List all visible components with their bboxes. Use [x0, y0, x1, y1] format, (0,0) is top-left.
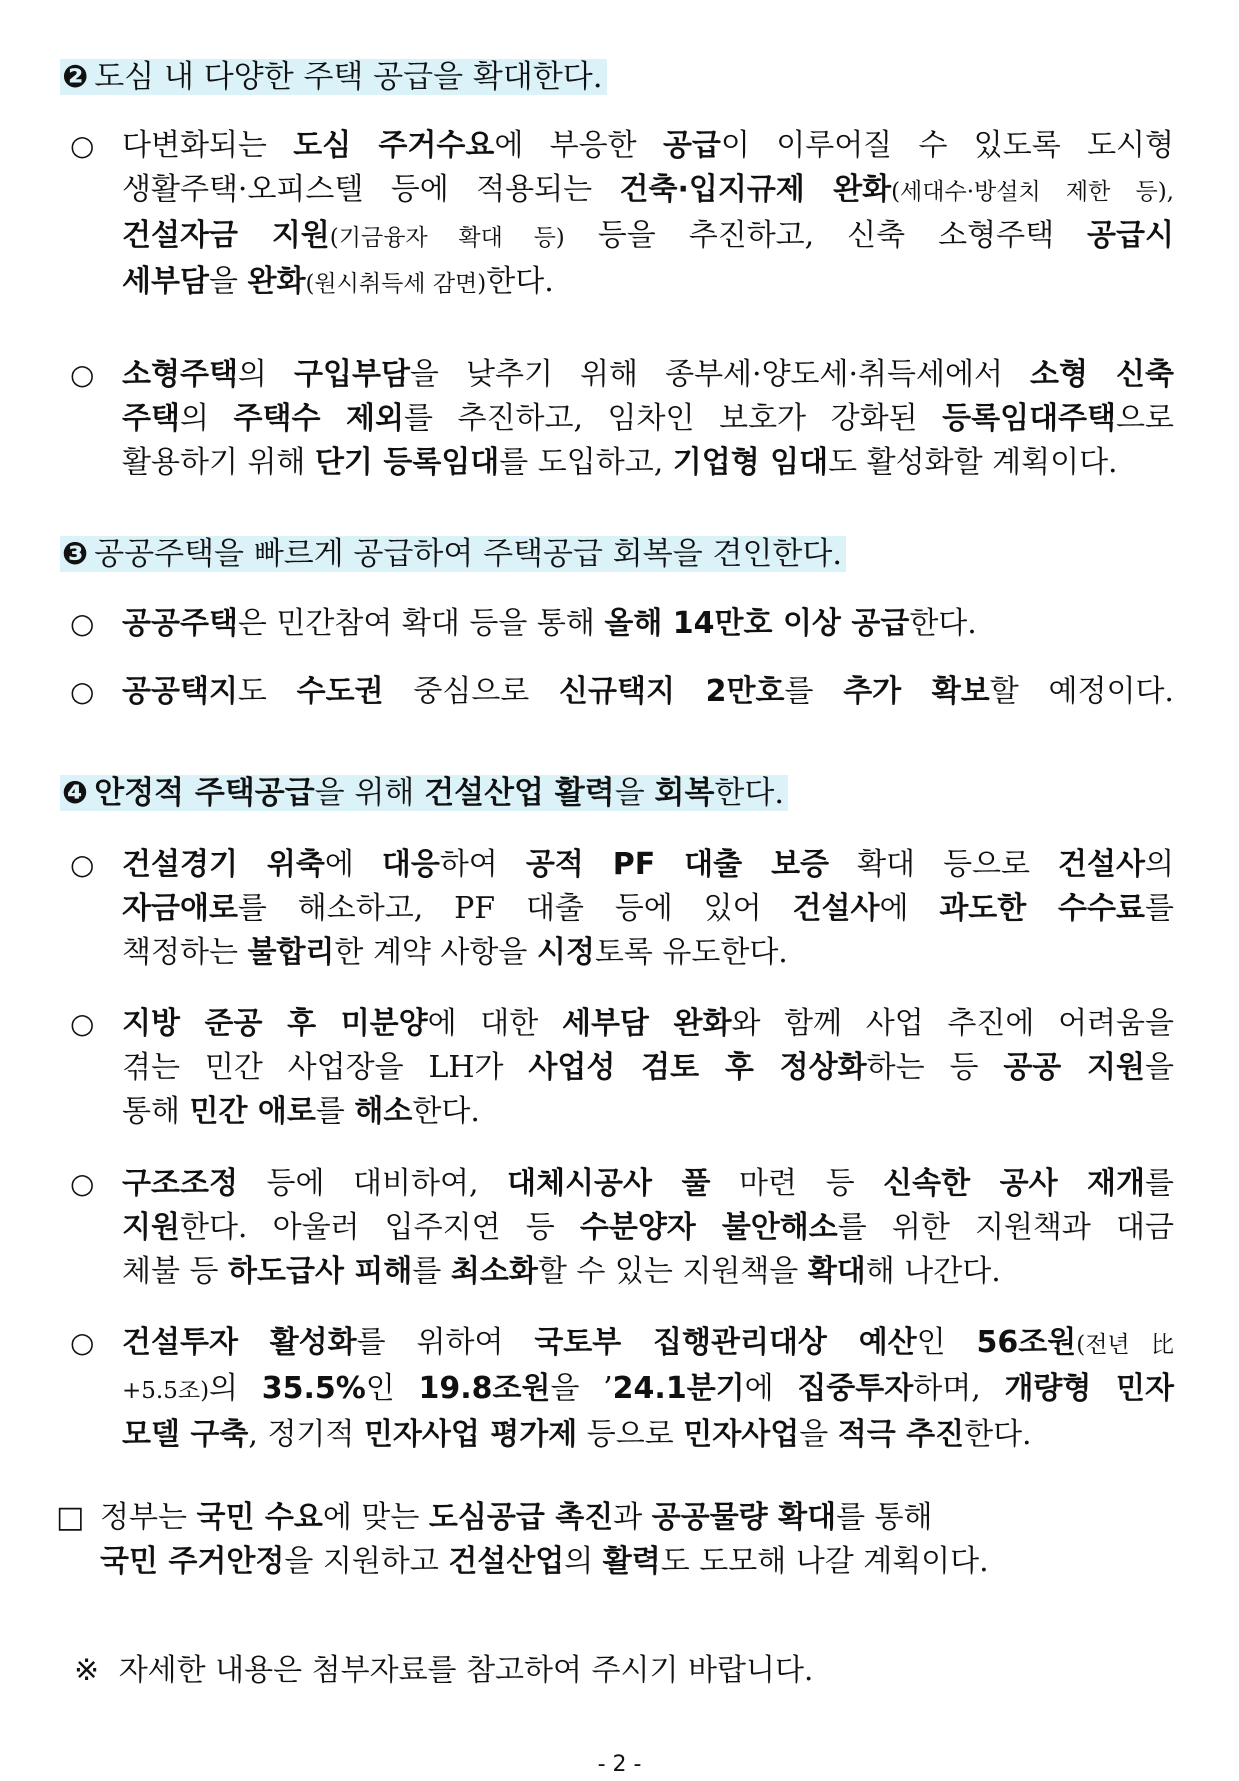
- text: 하며,: [913, 1371, 1005, 1406]
- bullet-paragraph-8: [122, 1321, 1174, 1457]
- bold-text: 공공 지원: [1003, 1050, 1146, 1085]
- text: 이 이루어질 수 있도록 도시형: [720, 128, 1175, 163]
- section-number: ❹: [62, 775, 89, 811]
- text: 마련 등: [710, 1166, 884, 1201]
- text: 등으로: [577, 1417, 684, 1452]
- text: 체불 등: [122, 1254, 229, 1289]
- bold-text: 공공주택: [122, 606, 238, 641]
- bold-text: 구조조정: [122, 1166, 238, 1201]
- text: 정부는: [100, 1500, 197, 1535]
- bold-text: 과도한 수수료: [939, 891, 1145, 926]
- bold-text: 등록임대주택: [942, 401, 1117, 436]
- bold-text: 최소화: [450, 1254, 538, 1289]
- section-heading-4: [60, 773, 788, 813]
- text: 의: [564, 1544, 603, 1579]
- bold-text: 개량형 민자: [1004, 1371, 1174, 1406]
- bullet-marker: ○: [70, 1167, 95, 1200]
- bold-text: 공적 PF 대출 보증: [525, 847, 830, 882]
- bold-text: 모델 구축: [122, 1417, 249, 1452]
- text: 를 위하여: [356, 1325, 535, 1360]
- bold-text: 56조원: [976, 1325, 1077, 1360]
- bold-text: 세부담: [122, 264, 209, 299]
- summary-paragraph: [100, 1496, 1100, 1540]
- bold-text: 도심 주거수요: [293, 128, 495, 163]
- bold-text: 추가 확보: [843, 674, 990, 709]
- note-marker: ※: [74, 1653, 100, 1688]
- bullet-marker: ○: [70, 675, 95, 708]
- bullet-paragraph-1: [122, 124, 1174, 306]
- bullet-paragraph-4: [122, 670, 1174, 714]
- bullet-marker: ○: [70, 848, 95, 881]
- bold-text: 집중투자: [797, 1371, 914, 1406]
- text: 할 예정이다.: [989, 674, 1174, 709]
- bold-text: 건설산업 활력: [424, 775, 615, 811]
- bullet-marker: ○: [70, 607, 95, 640]
- bold-text: 자금애로: [122, 891, 238, 926]
- text: 인: [365, 1371, 419, 1406]
- bold-text: 공급: [662, 128, 721, 163]
- text: 에 대한: [427, 1006, 562, 1041]
- section-title: 공공주택을 빠르게 공급하여 주택공급 회복을 견인한다.: [94, 536, 843, 572]
- text: 을 지원하고: [284, 1544, 449, 1579]
- bold-text: 수도권: [296, 674, 384, 709]
- bold-text: 사업성 검토 후 정상화: [528, 1050, 867, 1085]
- text: 와 함께 사업 추진에 어려움을: [731, 1006, 1174, 1041]
- bullet-marker: ○: [70, 1326, 95, 1359]
- section-heading-2: [60, 57, 607, 97]
- text: 한다.: [412, 1094, 480, 1129]
- text: 다변화되는: [122, 128, 294, 163]
- text: 등에 대비하여,: [237, 1166, 508, 1201]
- small-text: (전년比: [1076, 1332, 1174, 1358]
- bold-text: 주택: [122, 401, 180, 436]
- bold-text: 회복: [654, 775, 715, 811]
- bold-text: 신속한 공사 재개: [883, 1166, 1146, 1201]
- text: 을: [614, 775, 655, 811]
- bold-text: 신규택지 2만호: [559, 674, 785, 709]
- text: 를 추진하고, 임차인 보호가 강화된: [403, 401, 943, 436]
- text: 에: [324, 847, 382, 882]
- bullet-paragraph-7: [122, 1162, 1174, 1294]
- text: 에: [879, 891, 940, 926]
- bold-text: 올해 14만호 이상 공급: [604, 606, 910, 641]
- bold-text: 시정: [536, 935, 595, 970]
- text: 한다.: [486, 264, 554, 299]
- text: 토록 유도한다.: [594, 935, 788, 970]
- bold-text: 소형 신축: [1030, 357, 1174, 392]
- bold-text: 단기 등록임대: [314, 445, 500, 480]
- bold-text: 공공물량 확대: [651, 1500, 837, 1535]
- bold-text: 주택수 제외: [233, 401, 404, 436]
- note-text: 자세한 내용은 첨부자료를 참고하여 주시기 바랍니다.: [118, 1653, 814, 1688]
- text: 를: [1145, 891, 1174, 926]
- text: 의: [1145, 847, 1174, 882]
- bullet-paragraph-6: [122, 1002, 1174, 1134]
- bold-text: 건설투자 활성화: [122, 1325, 357, 1360]
- bold-text: 국토부 집행관리대상 예산: [534, 1325, 917, 1360]
- bold-text: 민자사업: [683, 1417, 800, 1452]
- text: 해 나간다.: [865, 1254, 1001, 1289]
- bold-text: 건설산업: [448, 1544, 565, 1579]
- bold-text: 건설사: [792, 891, 880, 926]
- bold-text: 대체시공사 풀: [507, 1166, 711, 1201]
- bold-text: 불합리: [247, 935, 335, 970]
- bold-text: 24.1분기: [612, 1371, 745, 1406]
- bullet-marker: ○: [70, 1007, 95, 1040]
- bold-text: 구입부담: [294, 357, 410, 392]
- bold-text: 적극 추진: [837, 1417, 965, 1452]
- text: , 정기적: [248, 1417, 364, 1452]
- text: 과: [613, 1500, 652, 1535]
- bold-text: 건설사: [1058, 847, 1145, 882]
- text: 에: [744, 1371, 798, 1406]
- bullet-paragraph-5: [122, 843, 1174, 975]
- section-number: ❷: [62, 59, 89, 95]
- text: 한다. 아울러 입주지연 등: [179, 1210, 580, 1245]
- text: 하는 등: [866, 1050, 1004, 1085]
- text: 를: [1145, 1166, 1174, 1201]
- bold-text: 하도급사 피해: [228, 1254, 413, 1289]
- small-text: (세대수·방설치 제한 등),: [891, 179, 1174, 205]
- bullet-paragraph-3: [122, 602, 1174, 646]
- bold-text: 민자사업 평가제: [363, 1417, 578, 1452]
- text: 한 계약 사항을: [334, 935, 537, 970]
- bold-text: 해소: [354, 1094, 413, 1129]
- bold-text: 도심공급 촉진: [428, 1500, 614, 1535]
- bold-text: 지방 준공 후 미분양: [122, 1006, 428, 1041]
- bold-text: 건축·입지규제 완화: [619, 172, 892, 207]
- small-text: +5.5조): [122, 1378, 210, 1404]
- text: 도 도모해 나갈 계획이다.: [660, 1544, 989, 1579]
- text: 등을 추진하고, 신축 소형주택: [564, 218, 1088, 253]
- text: 확대 등으로: [829, 847, 1059, 882]
- summary-paragraph-line2: [100, 1540, 1140, 1584]
- text: 를 도입하고,: [499, 445, 673, 480]
- bold-text: 활력: [602, 1544, 661, 1579]
- bold-text: 기업형 임대: [672, 445, 829, 480]
- bold-text: 공급시: [1087, 218, 1174, 253]
- small-text: (원시취득세 감면): [305, 271, 487, 297]
- text: 에 맞는: [322, 1500, 429, 1535]
- text: 책정하는: [122, 935, 248, 970]
- page-number: - 2 -: [597, 1752, 642, 1777]
- text: 을 낮추기 위해 종부세·양도세·취득세에서: [409, 357, 1031, 392]
- text: 를: [784, 674, 844, 709]
- text: 도 활성화할 계획이다.: [828, 445, 1118, 480]
- text: 의: [209, 1371, 262, 1406]
- small-text: (기금융자 확대 등): [329, 225, 565, 251]
- text: 를 해소하고, PF 대출 등에 있어: [237, 891, 793, 926]
- text: 에 부응한: [494, 128, 663, 163]
- text: 를 위한 지원책과 대금: [837, 1210, 1174, 1245]
- bold-text: 완화: [247, 264, 306, 299]
- text: 생활주택·오피스텔 등에 적용되는: [122, 172, 620, 207]
- section-heading-3: [60, 534, 846, 574]
- text: 한다.: [714, 775, 785, 811]
- text: 인: [916, 1325, 977, 1360]
- bold-text: 35.5%: [261, 1371, 366, 1406]
- text: 를: [412, 1254, 451, 1289]
- bold-text: 대응: [381, 847, 440, 882]
- text: 의: [179, 401, 234, 436]
- text: 을: [799, 1417, 838, 1452]
- text: 를 통해: [836, 1500, 933, 1535]
- text: 중심으로: [383, 674, 560, 709]
- text: 으로: [1116, 401, 1174, 436]
- bold-text: 안정적 주택공급: [94, 775, 315, 811]
- text: 도: [237, 674, 297, 709]
- bold-text: 세부담 완화: [561, 1006, 732, 1041]
- text: 를: [315, 1094, 355, 1129]
- bold-text: 국민 수요: [196, 1500, 323, 1535]
- text: 을 ’: [550, 1371, 613, 1406]
- bold-text: 19.8조원: [418, 1371, 551, 1406]
- bold-text: 공공택지: [122, 674, 238, 709]
- text: 을: [208, 264, 248, 299]
- bold-text: 건설자금 지원: [122, 218, 330, 253]
- bold-text: 소형주택: [122, 357, 238, 392]
- text: 한다.: [909, 606, 977, 641]
- bold-text: 지원: [122, 1210, 180, 1245]
- bullet-paragraph-2: [122, 353, 1174, 485]
- bold-text: 건설경기 위축: [122, 847, 325, 882]
- section-title: 도심 내 다양한 주택 공급을 확대한다.: [94, 59, 603, 95]
- text: 을: [1145, 1050, 1175, 1085]
- section-number: ❸: [62, 536, 89, 572]
- text: 통해: [122, 1094, 190, 1129]
- text: 의: [237, 357, 294, 392]
- reference-note: [74, 1649, 813, 1693]
- bold-text: 확대: [807, 1254, 866, 1289]
- text: 을 위해: [314, 775, 425, 811]
- text: 하여: [439, 847, 526, 882]
- bold-text: 민간 애로: [189, 1094, 316, 1129]
- text: 한다.: [964, 1417, 1032, 1452]
- box-marker: □: [56, 1500, 85, 1535]
- bold-text: 국민 주거안정: [100, 1544, 285, 1579]
- text: 은 민간참여 확대 등을 통해: [237, 606, 605, 641]
- text: 활용하기 위해: [122, 445, 315, 480]
- text: 겪는 민간 사업장을 LH가: [122, 1050, 529, 1085]
- bold-text: 수분양자 불안해소: [579, 1210, 838, 1245]
- bullet-marker: ○: [70, 358, 95, 391]
- bullet-marker: ○: [70, 129, 95, 162]
- text: 할 수 있는 지원책을: [537, 1254, 808, 1289]
